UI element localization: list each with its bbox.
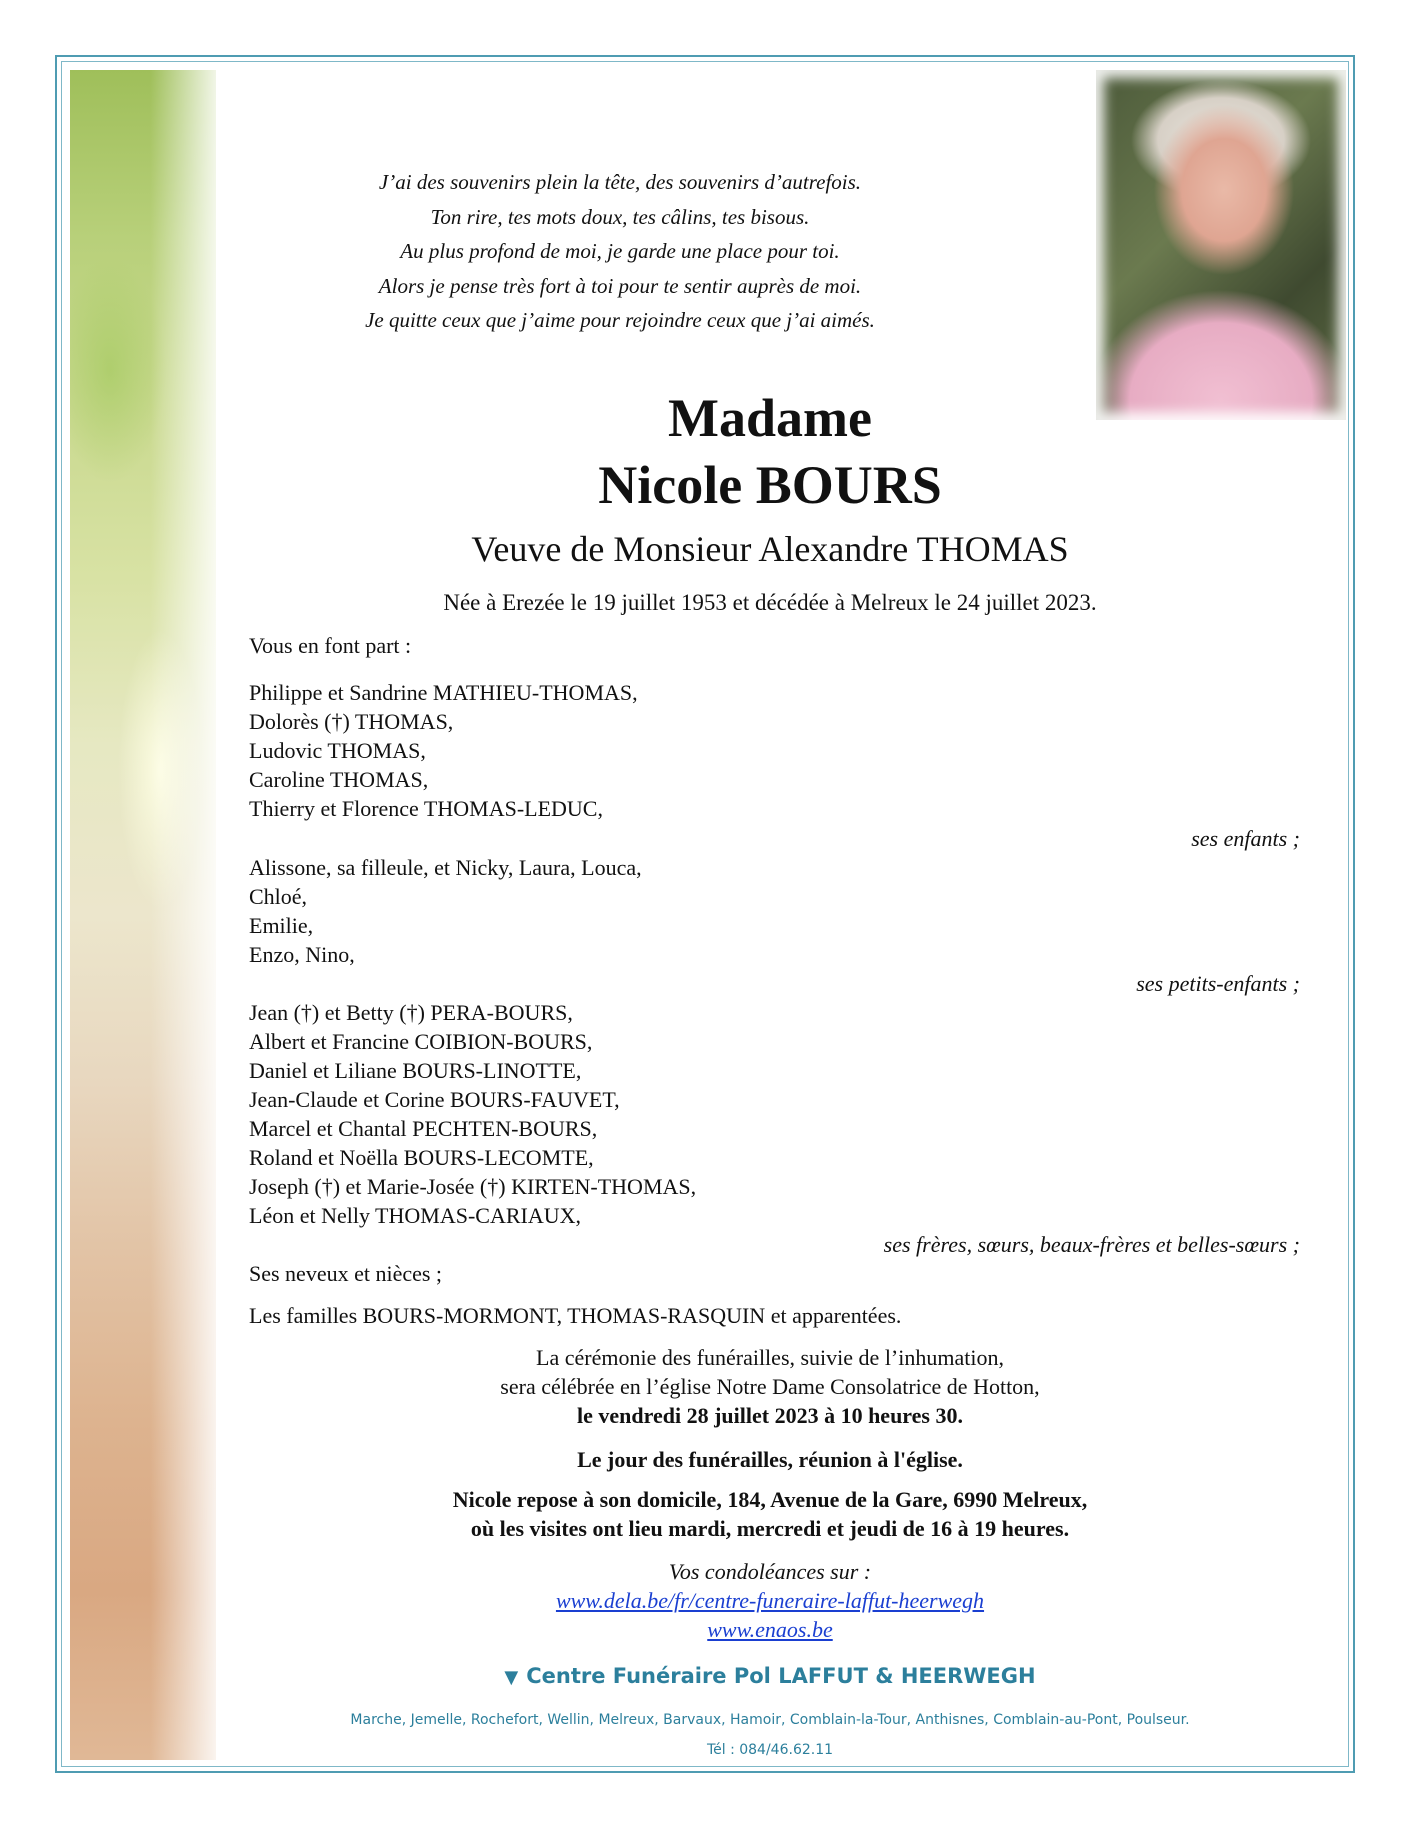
list-item: Marcel et Chantal PECHTEN-BOURS, bbox=[249, 1116, 598, 1141]
ceremony-info bbox=[280, 1343, 1260, 1430]
list-item: Thierry et Florence THOMAS-LEDUC, bbox=[249, 796, 603, 821]
siblings-role: ses frères, sœurs, beaux-frères et belles-sœurs ; bbox=[883, 1232, 1300, 1257]
meeting-info bbox=[280, 1445, 1260, 1474]
list-item: Caroline THOMAS, bbox=[249, 767, 429, 792]
resting-info bbox=[280, 1485, 1260, 1543]
list-item: Joseph (†) et Marie-Josée (†) KIRTEN-THOMAS, bbox=[249, 1174, 697, 1199]
funeral-home-phone: Tél : 084/46.62.11 bbox=[706, 1742, 834, 1758]
children-list bbox=[249, 678, 1299, 823]
resting-line: Nicole repose à son domicile, 184, Avenue de la Gare, 6990 Melreux, bbox=[452, 1487, 1088, 1512]
grandchildren-role: ses petits-enfants ; bbox=[1136, 971, 1300, 996]
list-item: Ludovic THOMAS, bbox=[249, 738, 426, 763]
poem-line: Au plus profond de moi, je garde une place pour toi. bbox=[400, 239, 840, 263]
list-item: Dolorès (†) THOMAS, bbox=[249, 709, 454, 734]
list-item: Daniel et Liliane BOURS-LINOTTE, bbox=[249, 1058, 582, 1083]
list-item: Philippe et Sandrine MATHIEU-THOMAS, bbox=[249, 680, 638, 705]
triangle-down-icon: ▼ bbox=[504, 1667, 519, 1688]
list-item: Léon et Nelly THOMAS-CARIAUX, bbox=[249, 1203, 582, 1228]
meeting-line: Le jour des funérailles, réunion à l'église. bbox=[577, 1447, 963, 1472]
nephews-line: Ses neveux et nièces ; bbox=[249, 1261, 443, 1286]
portrait-photo bbox=[1096, 70, 1346, 420]
poem-line: Alors je pense très fort à toi pour te sentir auprès de moi. bbox=[378, 273, 862, 298]
list-item: Alissone, sa filleule, et Nicky, Laura, Louca, bbox=[249, 855, 642, 880]
widow-of: Veuve de Monsieur Alexandre THOMAS bbox=[471, 529, 1069, 569]
list-item: Jean-Claude et Corine BOURS-FAUVET, bbox=[249, 1087, 620, 1112]
poem-line: J’ai des souvenirs plein la tête, des souvenirs d’autrefois. bbox=[378, 170, 862, 194]
intro-text bbox=[249, 631, 1299, 660]
ceremony-date: le vendredi 28 juillet 2023 à 10 heures 30. bbox=[576, 1403, 963, 1428]
poem-line: Je quitte ceux que j’aime pour rejoindre ceux que j’ai aimés. bbox=[365, 308, 875, 332]
resting-line: où les visites ont lieu mardi, mercredi et jeudi de 16 à 19 heures. bbox=[470, 1516, 1070, 1541]
nephews-text bbox=[249, 1259, 1299, 1288]
list-item: Jean (†) et Betty (†) PERA-BOURS, bbox=[249, 1000, 573, 1025]
poem-line: Ton rire, tes mots doux, tes câlins, tes bisous. bbox=[430, 204, 810, 229]
condolences-link-enaos[interactable]: www.enaos.be bbox=[707, 1617, 833, 1642]
condolences-label: Vos condoléances sur : bbox=[668, 1559, 872, 1584]
funeral-home-title bbox=[280, 1662, 1260, 1692]
list-item: Chloé, bbox=[249, 884, 308, 909]
list-item: Enzo, Nino, bbox=[249, 942, 355, 967]
forest-path-image bbox=[70, 70, 216, 1760]
grandchildren-list bbox=[249, 853, 1299, 969]
ceremony-line: sera célébrée en l’église Notre Dame Consolatrice de Hotton, bbox=[500, 1374, 1040, 1399]
siblings-list bbox=[249, 998, 1299, 1230]
families-line: Les familles BOURS-MORMONT, THOMAS-RASQUIN et apparentées. bbox=[249, 1303, 902, 1328]
deceased-name: Nicole BOURS bbox=[598, 455, 942, 515]
honorific: Madame bbox=[668, 388, 872, 448]
condolences-link-dela[interactable]: www.dela.be/fr/centre-funeraire-laffut-heerwegh bbox=[555, 1588, 985, 1613]
funeral-home-cities: Marche, Jemelle, Rochefort, Wellin, Melreux, Barvaux, Hamoir, Comblain-la-Tour, Anthisnes, Comblain-au-Pont, Poulseur. bbox=[350, 1712, 1190, 1728]
condolences bbox=[280, 1557, 1260, 1644]
children-role: ses enfants ; bbox=[1191, 826, 1300, 851]
intro-line: Vous en font part : bbox=[249, 633, 412, 658]
birth-death-dates: Née à Erezée le 19 juillet 1953 et décédée à Melreux le 24 juillet 2023. bbox=[443, 590, 1097, 615]
families-text bbox=[249, 1301, 1299, 1330]
list-item: Albert et Francine COIBION-BOURS, bbox=[249, 1029, 593, 1054]
list-item: Roland et Noëlla BOURS-LECOMTE, bbox=[249, 1145, 594, 1170]
funeral-home-name: Centre Funéraire Pol LAFFUT & HEERWEGH bbox=[526, 1664, 1036, 1688]
poem bbox=[300, 165, 940, 338]
ceremony-line: La cérémonie des funérailles, suivie de l’inhumation, bbox=[536, 1345, 1004, 1370]
list-item: Emilie, bbox=[249, 913, 314, 938]
